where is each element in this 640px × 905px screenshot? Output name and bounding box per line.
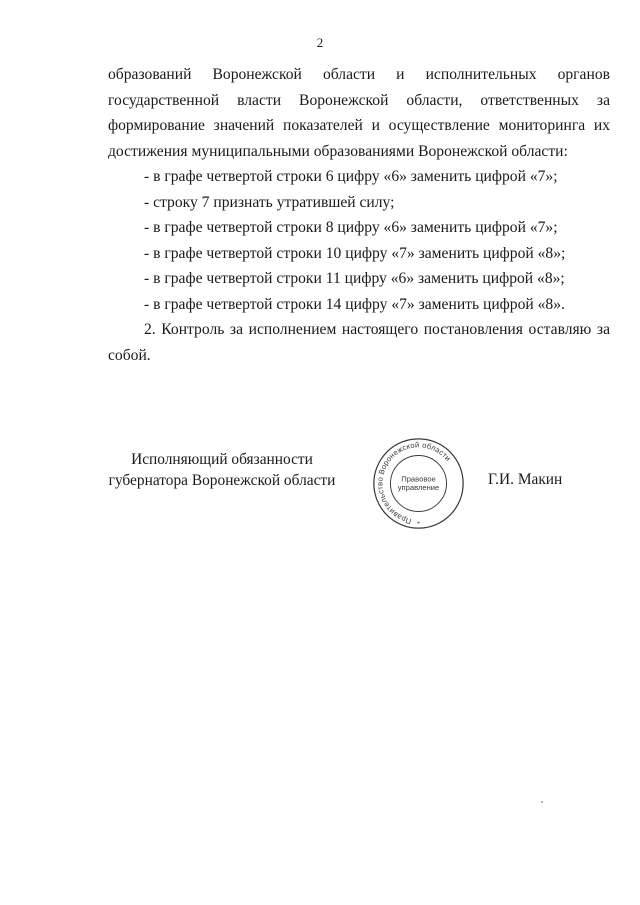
amendment-item: - в графе четвертой строки 10 цифру «7» заменить цифрой «8»; [144, 244, 566, 262]
body-line: формирование значений показателей и осуществление мониторинга их [108, 117, 610, 134]
amendment-item: - в графе четвертой строки 11 цифру «6» заменить цифрой «8»; [144, 270, 565, 287]
amendment-item: - в графе четвертой строки 6 цифру «6» заменить цифрой «7»; [144, 168, 558, 185]
scan-speck [541, 801, 543, 803]
amendment-item: - строку 7 признать утратившей силу; [144, 193, 395, 211]
svg-text:управление: управление [397, 483, 440, 493]
signer-title-line2: губернатора Воронежской области [108, 472, 336, 489]
signer-title-line1: Исполняющий обязанности [131, 451, 313, 468]
amendment-item: - в графе четвертой строки 8 цифру «6» заменить цифрой «7»; [144, 219, 558, 236]
svg-text:*: * [416, 520, 421, 528]
official-seal [371, 436, 466, 531]
amendment-item: - в графе четвертой строки 14 цифру «7» заменить цифрой «8». [144, 295, 565, 313]
svg-text:Правительство Воронежской обла: Правительство Воронежской области [375, 440, 453, 526]
body-line: государственной власти Воронежской области, ответственных за [108, 91, 610, 109]
paragraph-2-line2: собой. [108, 346, 151, 364]
body-line: образований Воронежской области и исполнительных органов [108, 66, 610, 83]
signer-title [108, 449, 336, 491]
signer-name: Г.И. Макин [488, 471, 563, 488]
page-number: 2 [316, 35, 324, 50]
svg-text:Правовое: Правовое [401, 474, 436, 484]
document-body [108, 62, 610, 368]
body-line: достижения муниципальными образованиями Воронежской области: [108, 142, 568, 160]
paragraph-2-line1: 2. Контроль за исполнением настоящего постановления оставляю за [144, 321, 610, 338]
